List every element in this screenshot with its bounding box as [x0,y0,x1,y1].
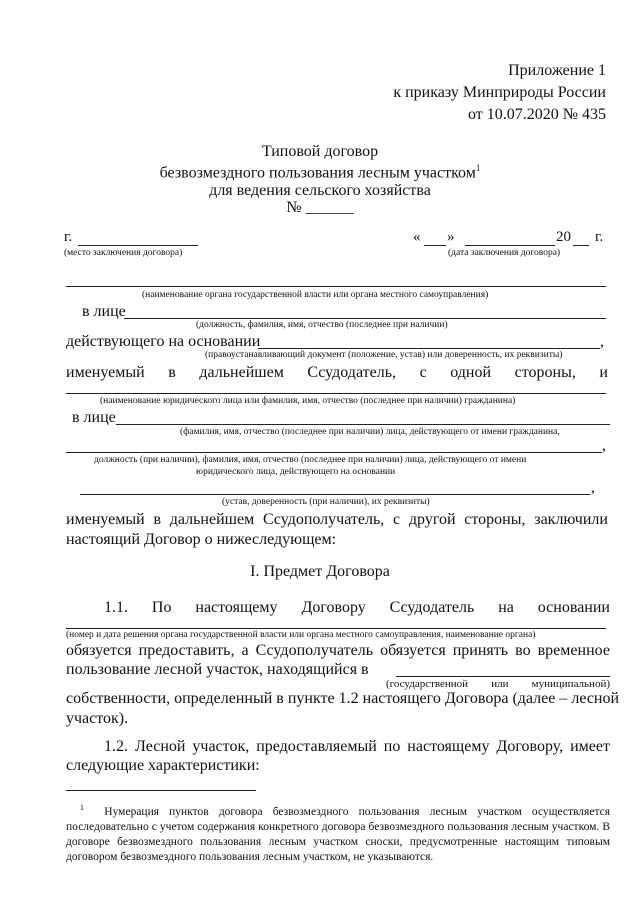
borrower-line-comma: , [602,437,606,454]
word: по [383,738,401,755]
word: именуемый [66,511,145,528]
clause-1-1-line-1 [104,599,610,617]
word: предоставить, [138,642,235,659]
borrower-charter-caption: (устав, доверенность (при наличии), их реквизиты) [222,497,430,507]
lender-basis-comma: , [600,333,604,350]
clause-1-1-line-3: пользование лесной участок, находящийся в [66,661,369,678]
date-open-quote: « [413,229,421,245]
word: с [419,364,427,381]
clause-1-1-line-2 [66,642,610,660]
borrower-position-caption-1: должность (при наличии), фамилия, имя, отчество (последнее при наличии) лица, действующего от имени [94,455,527,465]
lender-basis-field[interactable] [258,348,600,349]
borrower-entity-field[interactable] [66,393,606,394]
word: дальнейшем [199,364,284,381]
word: Лесной [134,738,186,755]
footnote-separator [66,790,256,791]
word: настоящему [407,738,490,755]
date-day-field[interactable] [424,245,446,246]
year-prefix: 20 [556,229,571,245]
word: и [599,364,608,381]
word: Ссудополучатель, [262,511,385,528]
document-purpose: для ведения сельского хозяйства [209,182,431,199]
word: принять [452,642,509,659]
word: Ссудодатель [389,599,475,616]
subtitle-text: безвозмездного пользования лесным участком [159,164,476,182]
clause-1-2-line-1 [104,738,610,756]
word: 1.2. [104,738,128,755]
year-suffix: г. [595,229,604,245]
decision-field[interactable] [66,628,606,629]
ownership-field[interactable] [396,676,610,677]
date-month-field[interactable] [465,245,555,246]
word: предоставляемый [256,738,377,755]
order-date-number: от 10.07.2020 № 435 [467,106,606,123]
word: участок, [192,738,250,755]
place-caption: (место заключения договора) [64,248,183,258]
word: заключили [534,511,608,528]
word: дальнейшем [169,511,255,528]
date-caption: (дата заключения договора) [448,248,561,258]
word: другой [408,511,456,528]
borrower-named-line-2: настоящий Договор о нижеследующем: [66,531,337,548]
word: По [151,599,172,616]
lender-basis-label: действующего на основании [66,333,261,350]
word: стороны, [464,511,526,528]
borrower-person-caption: (фамилия, имя, отчество (последнее при наличии) лица, действующего от имени гражданина, [180,427,560,437]
borrower-position-field[interactable] [66,452,602,453]
borrower-charter-field[interactable] [80,494,590,495]
lender-named-line [66,364,608,382]
word: муниципальной) [531,678,610,690]
word: имеет [570,738,610,755]
word: обязуется [380,642,446,659]
word: или [491,678,509,690]
footnote-mark[interactable]: 1 [475,163,481,173]
ownership-caption [386,678,610,690]
word: стороны, [514,364,576,381]
word: в [168,364,176,381]
city-prefix: г. [64,229,73,245]
word: 1.1. [104,599,128,616]
place-field[interactable] [78,245,198,246]
lender-person-label: в лице [82,303,126,320]
word: в [153,511,161,528]
word: Договору, [496,738,564,755]
word: временное [537,642,610,659]
borrower-charter-comma: , [591,479,595,496]
decision-caption: (номер и дата решения органа государственной власти или органа местного самоуправления, наименование органа) [66,630,536,640]
footnote-text: Нумерация пунктов договора безвозмездного пользования лесным участком осуществляется последовательно с учетом содержания конкретного договора безвозмездного пользования лесным участком. В договоре безвозмездного пользования лесным участком сноски, предусмотренные настоящим типовым договором безвозмездного пользования лесным участком, не указываются. [66,805,610,863]
appendix-label: Приложение 1 [508,62,606,79]
footnote [66,800,610,865]
clause-1-1-line-4: собственности, определенный в пункте 1.2 настоящего Договора (далее – лесной [66,690,620,707]
word: именуемый [66,364,145,381]
borrower-person-label: в лице [72,409,116,426]
word: (государственной [386,678,469,690]
lender-basis-caption: (правоустанавливающий документ (положение, устав) или доверенность, их реквизиты) [205,350,563,360]
word: с [393,511,401,528]
lender-person-field[interactable] [124,318,606,319]
borrower-position-caption-2: юридического лица, действующего на основании [196,467,396,477]
lender-organ-field[interactable] [66,286,606,287]
word: обязуется [66,642,132,659]
word: Договору [301,599,366,616]
borrower-named-line [66,511,608,529]
borrower-person-field[interactable] [116,424,610,425]
document-subtitle [0,163,640,182]
lender-organ-caption: (наименование органа государственной власти или органа местного самоуправления) [142,290,489,300]
word: основании [537,599,610,616]
word: одной [450,364,492,381]
clause-1-2-line-2: следующие характеристики: [66,757,260,774]
footnote-number: 1 [80,803,84,812]
order-reference: к приказу Минприроды России [393,84,606,101]
word: Ссудодатель, [307,364,397,381]
date-year-field[interactable] [573,245,589,246]
word: Ссудополучатель [255,642,374,659]
word: на [498,599,514,616]
footnote-body [66,800,610,865]
section-heading: I. Предмет Договора [250,563,390,580]
word: настоящему [195,599,278,616]
contract-number: № ______ [286,199,354,216]
clause-1-1-line-5: участок). [66,710,129,727]
word: а [241,642,249,659]
word: во [515,642,531,659]
lender-person-caption: (должность, фамилия, имя, отчество (последнее при наличии) [196,320,448,330]
date-close-quote: » [447,229,455,245]
document-title: Типовой договор [261,143,379,160]
borrower-entity-caption: (наименование юридического лица или фамилия, имя, отчество (последнее при наличии) гражданина) [100,396,516,406]
